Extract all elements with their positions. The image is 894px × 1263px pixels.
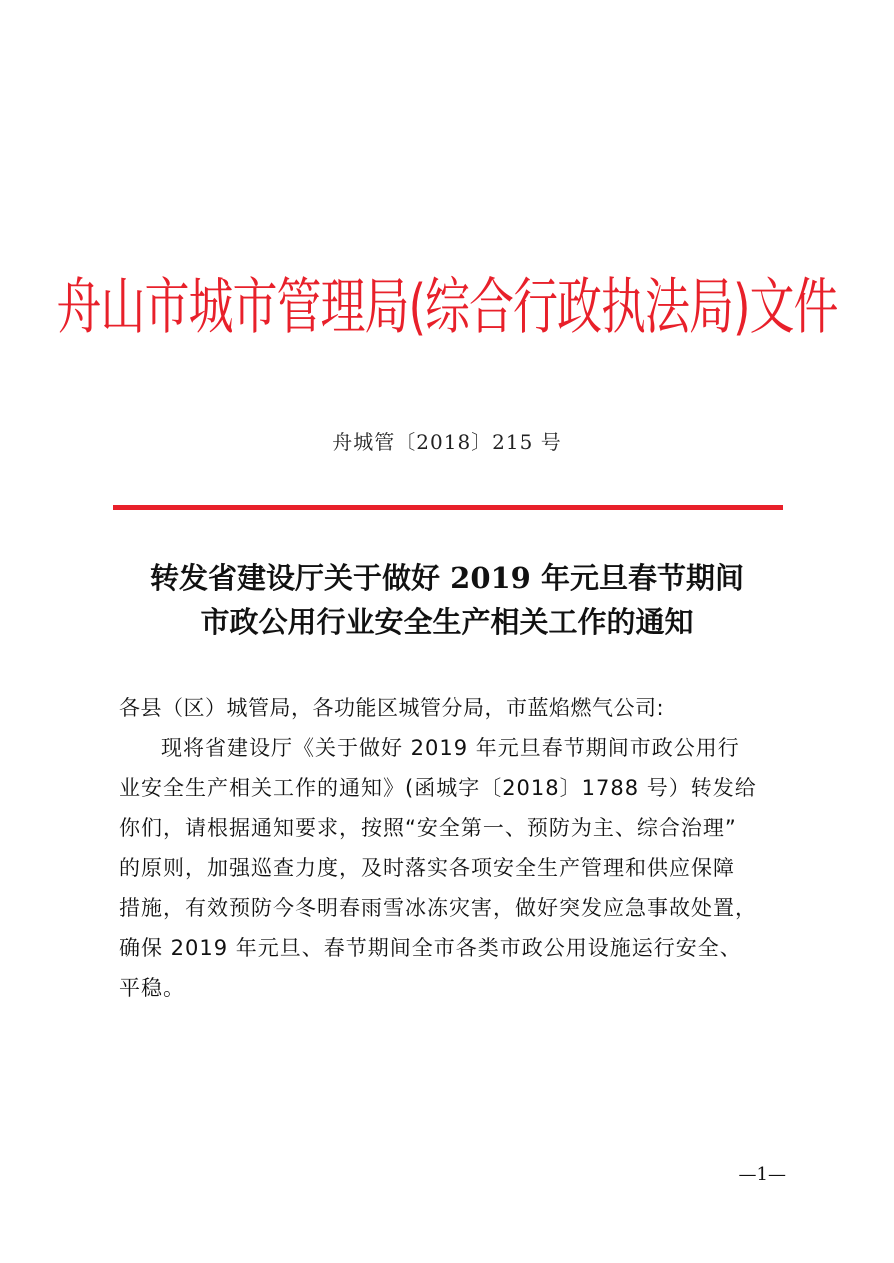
page-number: —1— <box>738 1164 786 1185</box>
subject-line-1: 转发省建设厅关于做好 2019 年元旦春节期间 <box>150 561 744 595</box>
document-body <box>119 688 799 1008</box>
body-paragraph <box>119 728 787 1008</box>
paragraph-line: 的原则，加强巡查力度，及时落实各项安全生产管理和供应保障 <box>119 856 735 880</box>
document-subject <box>0 556 894 644</box>
paragraph-line: 你们，请根据通知要求，按照“安全第一、预防为主、综合治理” <box>119 816 737 840</box>
document-number: 舟城管〔2018〕215 号 <box>332 430 562 454</box>
subject-line-2: 市政公用行业安全生产相关工作的通知 <box>200 605 694 639</box>
paragraph-line: 业安全生产相关工作的通知》(函城字〔2018〕1788 号）转发给 <box>119 776 757 800</box>
paragraph-line: 平稳。 <box>119 976 185 1000</box>
salutation: 各县（区）城管局，各功能区城管分局，市蓝焰燃气公司: <box>119 696 665 720</box>
paragraph-line: 措施，有效预防今冬明春雨雪冰冻灾害，做好突发应急事故处置， <box>119 896 757 920</box>
paragraph-line: 确保 2019 年元旦、春节期间全市各类市政公用设施运行安全、 <box>119 936 742 960</box>
paragraph-line: 现将省建设厅《关于做好 2019 年元旦春节期间市政公用行 <box>161 736 740 760</box>
red-divider-line <box>113 505 783 510</box>
issuer-header-title: 舟山市城市管理局(综合行政执法局)文件 <box>56 270 838 343</box>
